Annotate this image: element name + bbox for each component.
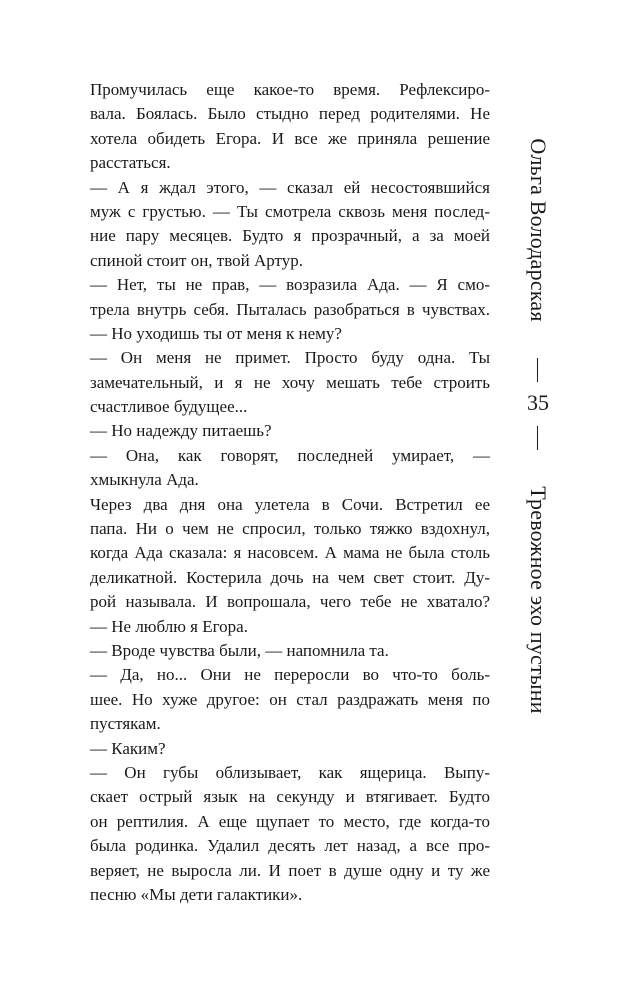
text-line: расстаться.: [90, 153, 171, 173]
text-line: папа. Ни о чем не спросил, только тяжко вздохнул,: [90, 519, 490, 539]
body-text: [90, 78, 490, 907]
running-head-title-box: [508, 455, 568, 745]
text-line: — Он меня не примет. Просто буду одна. Ты: [90, 348, 490, 368]
text-line: — Он губы облизывает, как ящерица. Выпу-: [90, 762, 490, 782]
text-line: — Да, но... Они не переросли во что-то боль-: [90, 665, 490, 685]
text-line: пустякам.: [90, 714, 161, 734]
text-line: песню «Мы дети галактики».: [90, 884, 303, 904]
running-head-divider-bottom: [537, 426, 538, 450]
text-line: ние пару месяцев. Будто я прозрачный, а за моей: [90, 226, 490, 246]
running-head-divider-top: [537, 358, 538, 382]
text-line: деликатной. Костерила дочь на чем свет стоит. Ду-: [90, 567, 490, 587]
text-line: шее. Но хуже другое: он стал раздражать меня по: [90, 689, 490, 709]
text-line: рой называла. И вопрошала, чего тебе не хватало?: [90, 592, 490, 612]
text-line: счастливое будущее...: [90, 397, 248, 417]
running-head-author-box: [508, 130, 568, 330]
text-line: вала. Боялась. Было стыдно перед родителями. Не: [90, 104, 490, 124]
text-line: Через два дня она улетела в Сочи. Встретил ее: [90, 494, 490, 514]
text-line: хмыкнула Ада.: [90, 470, 199, 490]
running-head-author: Ольга Володарская: [526, 138, 551, 322]
text-line: — Но уходишь ты от меня к нему?: [90, 323, 342, 343]
page-number: 35: [527, 390, 549, 415]
text-line: — Она, как говорят, последней умирает, —: [90, 445, 490, 465]
text-line: — Не люблю я Егора.: [90, 616, 248, 636]
text-line: — А я ждал этого, — сказал ей несостоявшийся: [90, 177, 490, 197]
text-line: — Каким?: [90, 738, 166, 758]
text-line: — Вроде чувства были, — напомнила та.: [90, 640, 389, 660]
running-head: [508, 130, 568, 930]
text-line: — Но надежду питаешь?: [90, 421, 272, 441]
text-line: — Нет, ты не прав, — возразила Ада. — Я смо-: [90, 275, 490, 295]
running-head-book-title: Тревожное эхо пустыни: [526, 486, 551, 714]
text-line: скает острый язык на секунду и втягивает. Будто: [90, 787, 490, 807]
text-line: Промучилась еще какое-то время. Рефлексиро-: [90, 80, 490, 99]
text-line: веряет, не выросла ли. И поет в душе одну и ту же: [90, 860, 490, 880]
text-line: замечательный, и я не хочу мешать тебе строить: [90, 372, 490, 392]
text-line: он рептилия. А еще щупает то место, где когда-то: [90, 811, 490, 831]
text-line: хотела обидеть Егора. И все же приняла решение: [90, 128, 490, 148]
text-line: трела внутрь себя. Пыталась разобраться в чувствах.: [90, 299, 490, 319]
text-line: была родинка. Удалил десять лет назад, а все про-: [90, 836, 490, 856]
text-line: когда Ада сказала: я насовсем. А мама не была столь: [90, 543, 490, 563]
text-line: муж с грустью. — Ты смотрела сквозь меня послед-: [90, 201, 490, 221]
text-line: спиной стоит он, твой Артур.: [90, 250, 304, 270]
